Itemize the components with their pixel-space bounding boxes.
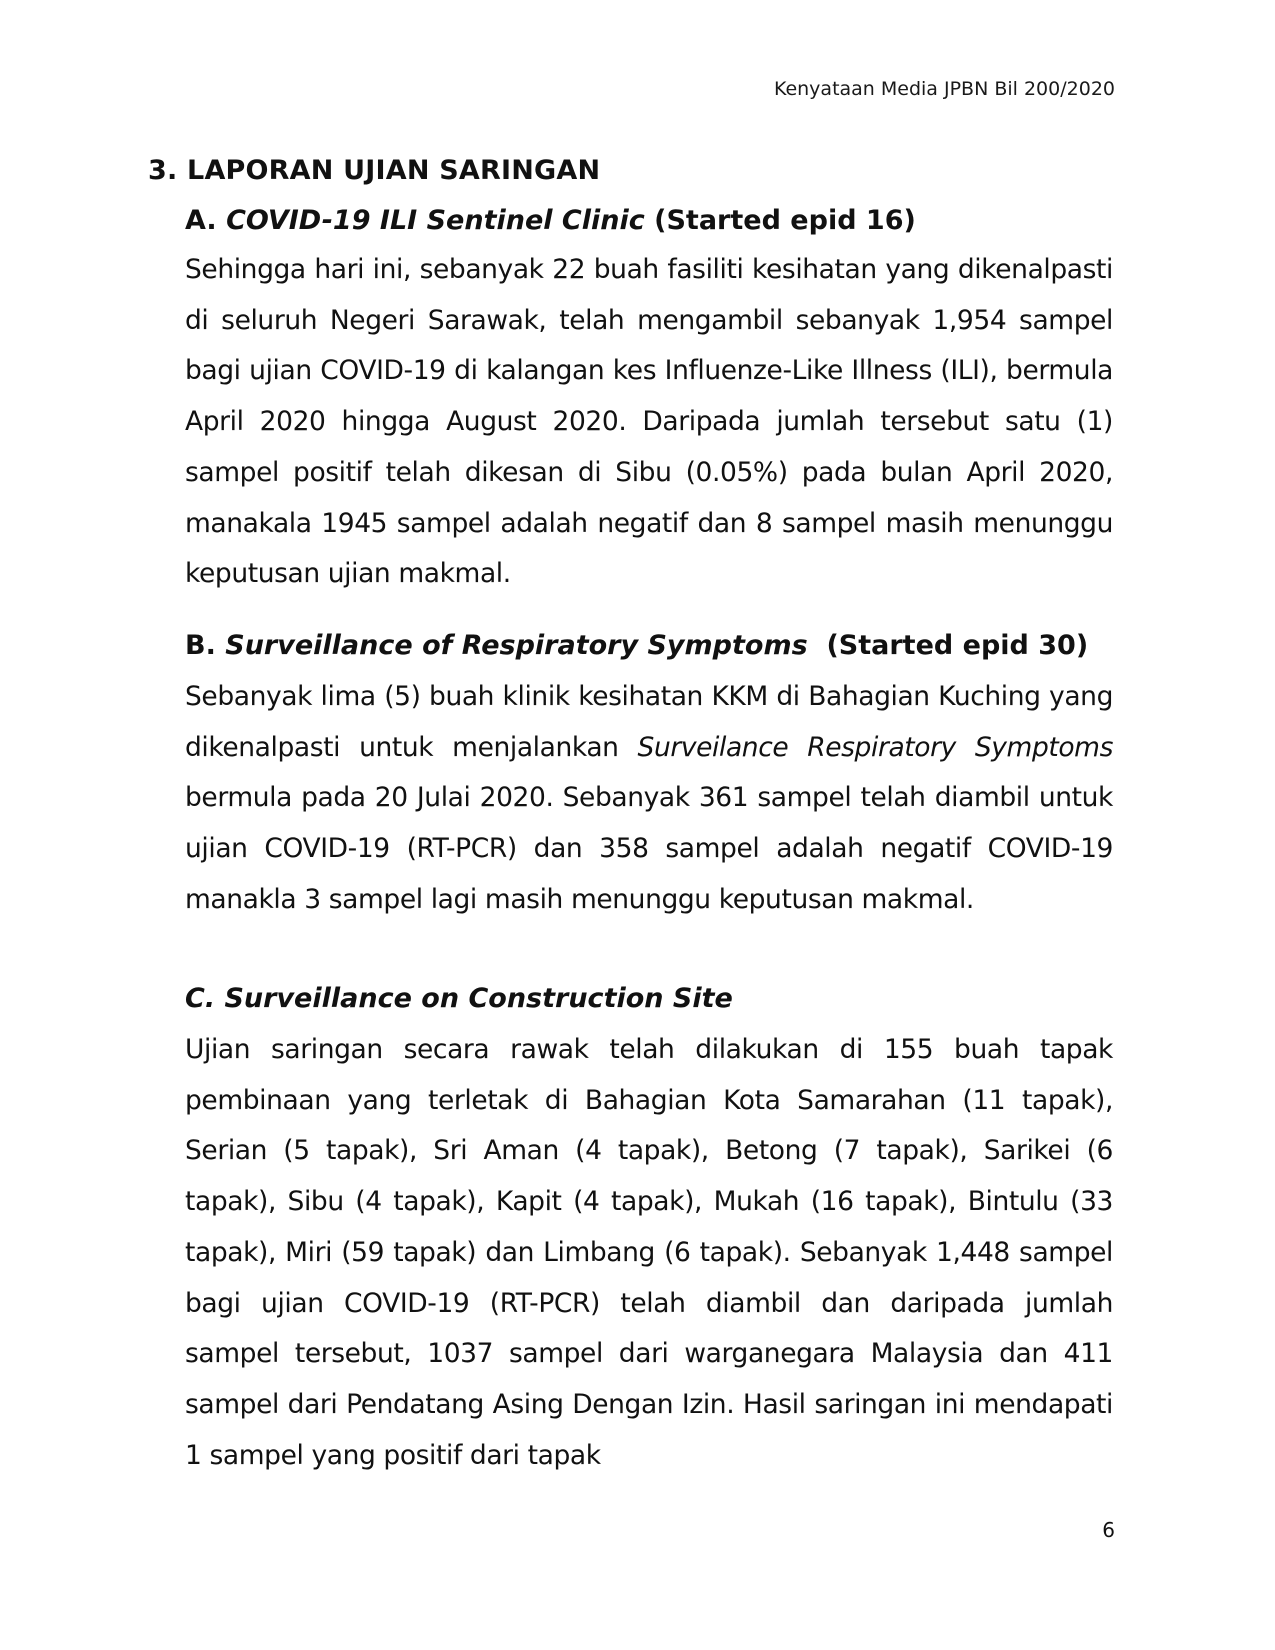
subsection-a-paragraph: Sehingga hari ini, sebanyak 22 buah fasiliti kesihatan yang dikenalpasti di seluruh Negeri Sarawak, telah mengambil sebanyak 1,954 sampel bagi ujian COVID-19 di kalangan kes Influenze-Like Illness (ILI), bermula April 2020 hingga August 2020. Daripada jumlah tersebut satu (1) sampel positif telah dikesan di Sibu (0.05%) pada bulan April 2020, manakala 1945 sampel adalah negatif dan 8 sampel masih menunggu keputusan ujian makmal. (185, 254, 1113, 590)
subsection-b-title: Surveillance of Respiratory Symptoms (225, 630, 808, 661)
subsection-c-heading (185, 983, 733, 1014)
subsection-b-paragraph-part-2: bermula pada 20 Julai 2020. Sebanyak 361 sampel telah diambil untuk ujian COVID-19 (RT-PCR) dan 358 sampel adalah negatif COVID-19 manakla 3 sampel lagi masih menunggu keputusan makmal. (185, 782, 1113, 915)
subsection-b-paragraph (185, 672, 1113, 926)
subsection-b-suffix: (Started epid 30) (807, 630, 1089, 661)
subsection-b-paragraph-part-1: Sebanyak lima (5) buah klinik kesihatan KKM di Bahagian Kuching yang dikenalpasti untuk menjalankan (185, 681, 1113, 763)
page-number: 6 (1102, 1518, 1115, 1542)
subsection-a-title: COVID-19 ILI Sentinel Clinic (226, 205, 645, 236)
subsection-b-heading (185, 630, 1088, 661)
document-header: Kenyataan Media JPBN Bil 200/2020 (773, 78, 1115, 100)
subsection-a-prefix: A. (185, 205, 227, 236)
subsection-a-heading (185, 205, 916, 236)
section-title: 3. LAPORAN UJIAN SARINGAN (148, 155, 601, 186)
subsection-a-suffix: (Started epid 16) (644, 205, 916, 236)
subsection-c-paragraph: Ujian saringan secara rawak telah dilakukan di 155 buah tapak pembinaan yang terletak di Bahagian Kota Samarahan (11 tapak), Serian (5 tapak), Sri Aman (4 tapak), Betong (7 tapak), Sarikei (6 tapak), Sibu (4 tapak), Kapit (4 tapak), Mukah (16 tapak), Bintulu (33 tapak), Miri (59 tapak) dan Limbang (6 tapak). Sebanyak 1,448 sampel bagi ujian COVID-19 (RT-PCR) telah diambil dan daripada jumlah sampel tersebut, 1037 sampel dari warganegara Malaysia dan 411 sampel dari Pendatang Asing Dengan Izin. Hasil saringan ini mendapati 1 sampel yang positif dari tapak (185, 1034, 1113, 1471)
subsection-c-title: C. Surveillance on Construction Site (185, 983, 733, 1014)
subsection-b-prefix: B. (185, 630, 226, 661)
subsection-b-paragraph-italic: Surveilance Respiratory Symptoms (637, 731, 1113, 763)
